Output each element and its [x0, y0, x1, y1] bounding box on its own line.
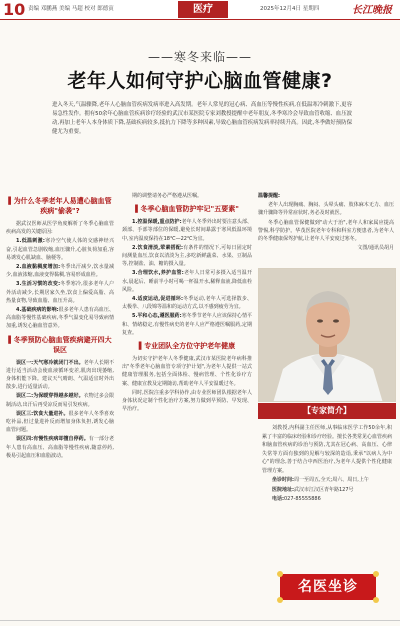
- paragraph: 1.低温刺激:寒冷空气使人体的交感神经兴奋,引起血管急剧收缩,血压骤升,心脏负荷加重,容易诱发心肌缺血、脑梗等。: [6, 238, 114, 261]
- paragraph: 误区三:饮食大量进补。很多老年人冬季喜欢吃补品,但过量进补反而增加身体负担,诱发心脑血管问题。: [6, 410, 114, 434]
- paragraph: 据武汉医师从医学角度解析了冬季心脑血管疾病高发的关键原因:: [6, 221, 114, 236]
- byline: 文图/通讯员胡月: [357, 245, 394, 252]
- expert-bio: [262, 424, 392, 505]
- paragraph: 2.血液黏稠度增加:冬季出汗减少,饮水量减少,血液浓缩,血液变得黏稠,容易形成血栓。: [6, 264, 114, 279]
- article-lead: 进入冬天,气温骤降,老年人心脑血管疾病发病率进入高发期。老年人常见的冠心病、高血压等慢性疾病,在低温寒冷刺激下,更容易急性发作。拥有50余年心脑血管疾病诊疗经验的武汉市某医院专家刘教授提醒中老年朋友,冬季寒冷会导致血管收缩、血压波动,再加上老年人本身体质下降,基础疾病较多,抵抗力下降等多种因素,导致心脑血管疾病发病率持续升高。因此,冬季做好预防保健尤为重要。: [52, 102, 352, 135]
- decor-dot-icon: [277, 597, 283, 603]
- paragraph: 5.平和心态,遵医服药:寒冬季节老年人应该保持心情平和、情绪稳定,有慢性病史的老年人应严格遵医嘱服药,定期复查。: [122, 313, 252, 336]
- section-subhead: ▌冬季心脑血管防护牢记"五要素": [135, 205, 239, 214]
- famous-doctor-badge: [280, 574, 376, 600]
- section-subhead: ▌为什么冬季老年人易遭心脑血管疾病"偷袭"?: [8, 197, 112, 215]
- decor-dot-icon: [373, 571, 379, 577]
- paragraph: 温馨提醒:: [258, 193, 280, 199]
- clinic-hours: 坐诊时间:周一至周五,全天;周六、周日,上午: [272, 477, 369, 483]
- paragraph: 老年人出现胸痛、胸闷、头晕头痛、肢体麻木无力、血压骤升骤降等异常症状时,务必及时就医。: [258, 202, 394, 217]
- page-number: 10: [3, 0, 26, 19]
- issue-date: 2025年12月4日 星期四: [260, 6, 320, 12]
- paragraph: 同时,医院注重多学科协作,由专业医师团队根据老年人身体状况定制个性化治疗方案,努力做到早预防、早发现、早治疗。: [122, 389, 252, 413]
- article-headline: 老年人如何守护心脑血管健康?: [67, 70, 333, 92]
- newspaper-masthead: 长江晚报: [352, 5, 392, 16]
- paragraph: 3.合理饮水,养护血管:老年人日常可多摄入适当温开水,晨起后、睡前半小时可喝一杯温开水,稀释血液,降低血栓风险。: [122, 270, 252, 293]
- decor-dot-icon: [277, 571, 283, 577]
- paragraph: 4.基础疾病的影响:很多老年人患有高血压、高血脂等慢性基础疾病,冬季气温变化易导致病情加重,诱发心脑血管意外。: [6, 307, 114, 330]
- paragraph: 冬季心脑血管保健做到"动大于治",老年人和家属应提高警惕,科学防护。华茂医院老年专科和科室方便患者,为老年人的冬季健康保驾护航,让老年人平安度过寒冬。: [258, 219, 394, 243]
- page-header: [0, 0, 400, 20]
- hospital-address: 医院地址:武汉市江汉区青年路127号: [272, 486, 354, 493]
- paragraph: 3.生活习惯的改变:冬季寒冷,很多老年人户外活动减少,长期居家久坐,饮食上偏爱高脂、高热量食物,导致血脂、血压升高。: [6, 281, 114, 304]
- footer-rule: [0, 620, 400, 621]
- paragraph: 刘教授,内科副主任医师,从事临床医学工作50余年,积累了丰富的临床经验和诊疗经验。擅长各类常见心血管疾病和脑血管疾病的诊治与预防,尤其在冠心病、高血压、心律失常等方面有独到的见解与较深的造诣,秉承"以病人为中心"的理念,善于结合中西医治疗,为老年人提供个性化健康管理方案。: [262, 425, 393, 474]
- decor-dot-icon: [373, 597, 379, 603]
- paragraph: 为切实守护老年人冬季健康,武汉市某医院老年病科推出"冬季老年心脑血管专项守护计划",为老年人提供一站式健康管理服务,包括全面体检、慢病管理、个性化诊疗方案、健康宣教及定期随访,帮助老年人平安温暖过冬。: [122, 356, 252, 387]
- article-column-3: [258, 192, 394, 253]
- badge-label: 名医坐诊: [280, 574, 376, 600]
- article-column-2: [122, 192, 252, 414]
- article-kicker: ——寒冬来临——: [147, 50, 252, 64]
- editor-credits: 责编 邓鹏燕 美编 马超 校对 郎德寅: [28, 6, 114, 12]
- paragraph: 误区四:有慢性疾病却擅自停药。有一部分老年人患有高血压、高血脂等慢性疾病,随意停药,极易引起血压和血脂波动。: [6, 436, 114, 459]
- section-subhead: ▌专业团队全方位守护老年健康: [138, 342, 236, 351]
- paragraph: 期的调整请务必严格遵从医嘱。: [132, 193, 203, 199]
- paragraph: 误区二:为保暖穿得越多越好。衣物过多会限制活动,出汗后再受凉反而易引发疾病。: [6, 393, 114, 408]
- article-column-1: [6, 192, 114, 461]
- expert-intro-label: 【专家简介】: [258, 403, 396, 419]
- paragraph: 4.适度运动,促进循环:冬季运动,老年人可选择散步、太极拳、八段锦等温和的运动方式,以不感到疲劳为宜。: [122, 296, 252, 311]
- hospital-phone: 电话:027-85555886: [272, 496, 321, 502]
- paragraph: 误区一:天气寒冷就闭门不出。老年人长期不进行适当活动会使血液循环变差,肌肉出现萎缩,身体机能下降。建议天气晴朗、气温适宜时外出散步,进行适量活动。: [6, 359, 114, 391]
- section-subhead: ▌冬季预防心脑血管疾病避开四大误区: [8, 335, 112, 354]
- paragraph: 2.饮食清淡,荤素搭配:有条件的情况下,可每日固定时间测量血压,饮食以清淡为主,多吃新鲜蔬菜、水果、豆制品等,控制盐、油、糖的摄入量。: [122, 244, 252, 268]
- section-tag: 医疗: [178, 1, 228, 18]
- paragraph: 1.控温保暖,重点防护:老年人冬季外出时要注意头部、颈部、手部等部位的保暖,避免长时间暴露于寒风低温环境中,室内温度保持在18℃—22℃为宜。: [122, 219, 252, 242]
- expert-portrait-photo: [258, 268, 396, 402]
